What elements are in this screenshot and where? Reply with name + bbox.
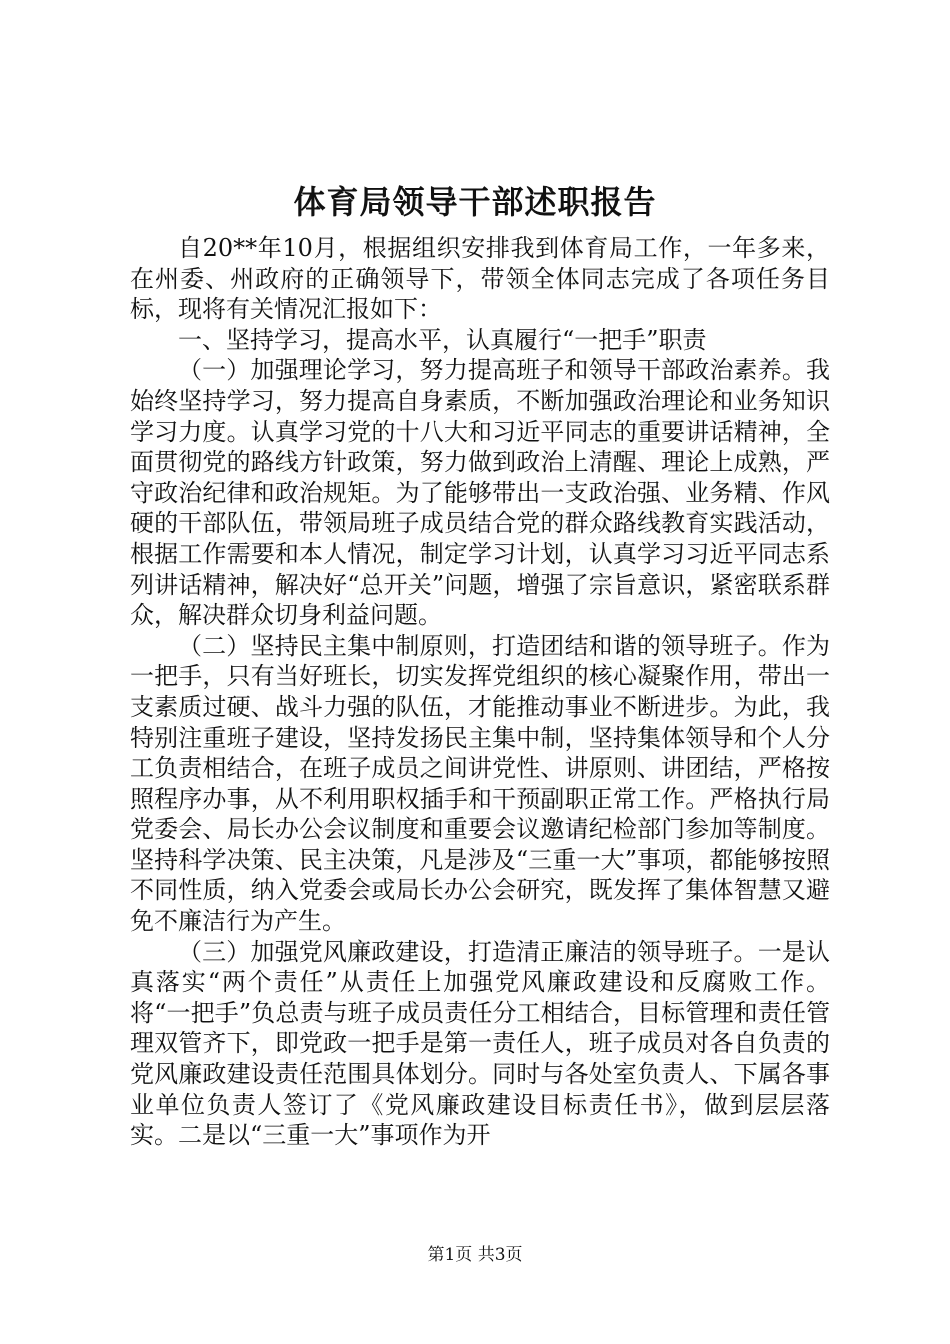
document-body — [130, 233, 830, 1151]
body-paragraph: （一）加强理论学习，努力提高班子和领导干部政治素养。我始终坚持学习，努力提高自身素质，不断加强政治理论和业务知识学习力度。认真学习党的十八大和习近平同志的重要讲话精神，全面贯彻党的路线方针政策，努力做到政治上清醒、理论上成熟，严守政治纪律和政治规矩。为了能够带出一支政治强、业务精、作风硬的干部队伍，带领局班子成员结合党的群众路线教育实践活动，根据工作需要和本人情况，制定学习计划，认真学习习近平同志系列讲话精神，解决好“总开关”问题，增强了宗旨意识，紧密联系群众，解决群众切身利益问题。 — [130, 356, 830, 630]
document-title: 体育局领导干部述职报告 — [293, 183, 657, 221]
page-number-footer: 第1页 共3页 — [427, 1245, 523, 1265]
body-paragraph: （三）加强党风廉政建设，打造清正廉洁的领导班子。一是认真落实“两个责任”从责任上加强党风廉政建设和反腐败工作。将“一把手”负总责与班子成员责任分工相结合，目标管理和责任管理双管齐下，即党政一把手是第一责任人，班子成员对各自负责的党风廉政建设责任范围具体划分。同时与各处室负责人、下属各事业单位负责人签订了《党风廉政建设目标责任书》，做到层层落实。二是以“三重一大”事项作为开 — [130, 937, 830, 1150]
intro-paragraph: 自20**年10月，根据组织安排我到体育局工作，一年多来，在州委、州政府的正确领导下，带领全体同志完成了各项任务目标，现将有关情况汇报如下： — [130, 234, 830, 324]
body-paragraph: （二）坚持民主集中制原则，打造团结和谐的领导班子。作为一把手，只有当好班长，切实发挥党组织的核心凝聚作用，带出一支素质过硬、战斗力强的队伍，才能推动事业不断进步。为此，我特别注重班子建设，坚持发扬民主集中制，坚持集体领导和个人分工负责相结合，在班子成员之间讲党性、讲原则、讲团结，严格按照程序办事，从不利用职权插手和干预副职正常工作。严格执行局党委会、局长办公会议制度和重要会议邀请纪检部门参加等制度。坚持科学决策、民主决策，凡是涉及“三重一大”事项，都能够按照不同性质，纳入党委会或局长办公会研究，既发挥了集体智慧又避免不廉洁行为产生。 — [130, 631, 830, 936]
section-heading: 一、坚持学习，提高水平，认真履行“一把手”职责 — [178, 325, 707, 354]
